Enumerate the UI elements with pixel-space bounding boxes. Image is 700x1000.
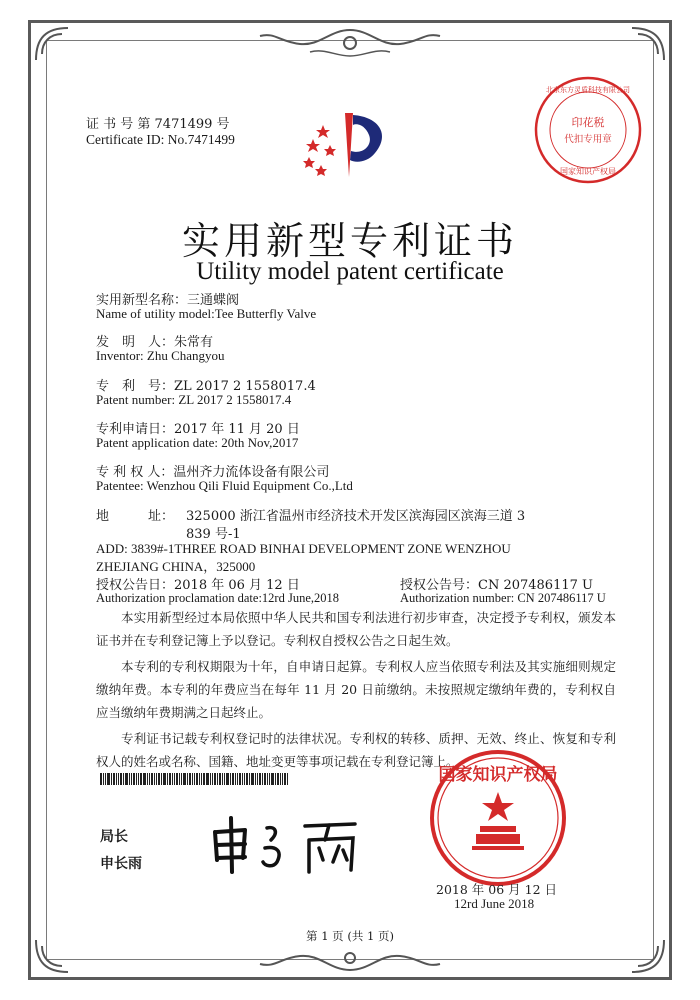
inventor-cn: 发 明 人：朱常有 <box>96 335 214 350</box>
barcode-bar <box>111 773 112 785</box>
barcode-bar <box>181 773 182 785</box>
address-cn-label: 地 址： <box>96 509 175 524</box>
barcode-bar <box>143 773 146 785</box>
barcode-bar <box>194 773 195 785</box>
barcode-bar <box>105 773 106 785</box>
address-cn-line2: 839 号-1 <box>186 527 241 542</box>
utility-model-name-cn: 实用新型名称：三通蝶阀 <box>96 293 240 308</box>
grant-number-en: Authorization number: CN 207486117 U <box>400 591 606 605</box>
barcode-bar <box>199 773 200 785</box>
barcode-bar <box>118 773 119 785</box>
corner-ornament-tl <box>32 24 72 64</box>
barcode-bar <box>154 773 155 785</box>
patent-number-cn: 专 利 号：ZL 2017 2 1558017.4 <box>96 379 316 394</box>
barcode-bar <box>222 773 223 785</box>
certificate-number-en: Certificate ID: No.7471499 <box>86 132 235 147</box>
svg-text:北京东方灵盾科技有限公司: 北京东方灵盾科技有限公司 <box>546 86 630 94</box>
body-paragraph-2: 本专利的专利权期限为十年，自申请日起算。专利权人应当依照专利法及其实施细则规定缴纳年费。本专利的年费应当在每年 11 月 20 日前缴纳。未按照规定缴纳年费的，专利权自应当缴纳年费期满之日起终止。 <box>96 659 616 720</box>
barcode-bar <box>269 773 270 785</box>
grant-date-en: Authorization proclamation date:12rd June,2018 <box>96 591 339 605</box>
barcode-bar <box>255 773 256 785</box>
patentee-cn: 专 利 权 人：温州齐力流体设备有限公司 <box>96 465 330 480</box>
patent-office-logo-icon <box>295 105 405 185</box>
barcode-bar <box>176 773 178 785</box>
barcode-bar <box>217 773 218 785</box>
corner-ornament-tr <box>628 24 668 64</box>
barcode-bar <box>123 773 124 785</box>
barcode-bar <box>242 773 243 785</box>
barcode-bar <box>275 773 276 785</box>
barcode-bar <box>244 773 245 785</box>
barcode-bar <box>264 773 266 785</box>
certificate-number-cn: 证 书 号 第 7471499 号 <box>86 117 230 132</box>
barcode-bar <box>282 773 283 785</box>
barcode-bar <box>259 773 261 785</box>
address-en-line2: ZHEJIANG CHINA，325000 <box>96 559 256 574</box>
application-date-cn: 专利申请日：2017 年 11 月 20 日 <box>96 422 300 437</box>
svg-text:代扣专用章: 代扣专用章 <box>564 134 612 145</box>
seal-text: 国家知识产权局 <box>438 765 558 785</box>
barcode-bar <box>189 773 191 785</box>
director-signature <box>205 810 375 880</box>
barcode-bar <box>131 773 132 785</box>
page-indicator: 第 1 页 (共 1 页) <box>306 929 394 943</box>
barcode-bar <box>214 773 216 785</box>
body-paragraph-1: 本实用新型经过本局依照中华人民共和国专利法进行初步审查，决定授予专利权，颁发本证书并在专利登记簿上予以登记。专利权自授权公告之日起生效。 <box>96 610 616 648</box>
barcode-bar <box>163 773 166 785</box>
barcode-bar <box>232 773 234 785</box>
barcode-bar <box>271 773 274 785</box>
barcode-bar <box>172 773 173 785</box>
barcode <box>100 773 340 785</box>
barcode-bar <box>179 773 180 785</box>
barcode-bar <box>113 773 115 785</box>
director-name: 申长雨 <box>100 856 142 872</box>
barcode-bar <box>239 773 241 785</box>
barcode-bar <box>183 773 186 785</box>
barcode-bar <box>277 773 279 785</box>
barcode-bar <box>262 773 263 785</box>
barcode-bar <box>100 773 102 785</box>
barcode-bar <box>187 773 188 785</box>
barcode-bar <box>212 773 213 785</box>
barcode-bar <box>192 773 193 785</box>
barcode-bar <box>206 773 209 785</box>
tax-stamp-seal <box>532 74 644 186</box>
barcode-bar <box>107 773 110 785</box>
barcode-bar <box>138 773 139 785</box>
barcode-bar <box>116 773 117 785</box>
barcode-bar <box>203 773 205 785</box>
barcode-bar <box>284 773 286 785</box>
barcode-bar <box>136 773 137 785</box>
barcode-bar <box>149 773 150 785</box>
barcode-bar <box>174 773 175 785</box>
address-cn-line1: 325000 浙江省温州市经济技术开发区滨海园区滨海三道 3 <box>186 509 526 524</box>
barcode-bar <box>287 773 288 785</box>
barcode-bar <box>169 773 171 785</box>
official-seal <box>428 748 568 888</box>
inventor-en: Inventor: Zhu Changyou <box>96 348 225 363</box>
barcode-bar <box>147 773 148 785</box>
utility-model-name-en: Name of utility model:Tee Butterfly Valve <box>96 306 317 321</box>
barcode-bar <box>257 773 258 785</box>
bottom-ornament <box>250 944 450 974</box>
body-paragraph-3: 专利证书记载专利权登记时的法律状况。专利权的转移、质押、无效、终止、恢复和专利权人的姓名或名称、国籍、地址变更等事项记载在专利登记簿上。 <box>96 731 616 769</box>
title-cn: 实用新型专利证书 <box>181 219 518 263</box>
barcode-bar <box>280 773 281 785</box>
barcode-bar <box>267 773 268 785</box>
barcode-bar <box>140 773 142 785</box>
svg-text:国家知识产权局: 国家知识产权局 <box>560 167 616 176</box>
patent-number-en: Patent number: ZL 2017 2 1558017.4 <box>96 392 292 407</box>
top-ornament <box>250 26 450 60</box>
title-en: Utility model patent certificate <box>196 258 504 285</box>
svg-text:印花税: 印花税 <box>571 116 605 129</box>
barcode-bar <box>230 773 231 785</box>
barcode-bar <box>129 773 130 785</box>
barcode-bar <box>103 773 104 785</box>
barcode-bar <box>251 773 254 785</box>
barcode-bar <box>224 773 225 785</box>
application-date-en: Patent application date: 20th Nov,2017 <box>96 435 299 450</box>
barcode-bar <box>156 773 157 785</box>
barcode-bar <box>249 773 250 785</box>
barcode-bar <box>235 773 236 785</box>
grant-date-cn: 授权公告日：2018 年 06 月 12 日 <box>96 578 300 593</box>
patentee-en: Patentee: Wenzhou Qili Fluid Equipment Co.,Ltd <box>96 478 353 493</box>
barcode-bar <box>237 773 238 785</box>
seal-date-en: 12rd June 2018 <box>454 896 535 911</box>
barcode-bar <box>226 773 229 785</box>
grant-number-cn: 授权公告号：CN 207486117 U <box>400 578 593 593</box>
barcode-bar <box>161 773 162 785</box>
barcode-bar <box>133 773 135 785</box>
seal-date-cn: 2018 年 06 月 12 日 <box>436 882 557 897</box>
barcode-bar <box>125 773 128 785</box>
director-title: 局长 <box>100 829 128 845</box>
barcode-bar <box>201 773 202 785</box>
address-en-line1: ADD: 3839#-1THREE ROAD BINHAI DEVELOPMENT ZONE WENZHOU <box>96 541 511 556</box>
barcode-bar <box>196 773 198 785</box>
barcode-bar <box>120 773 122 785</box>
barcode-bar <box>219 773 221 785</box>
barcode-bar <box>246 773 248 785</box>
barcode-bar <box>158 773 160 785</box>
barcode-bar <box>210 773 211 785</box>
barcode-bar <box>151 773 153 785</box>
barcode-bar <box>167 773 168 785</box>
